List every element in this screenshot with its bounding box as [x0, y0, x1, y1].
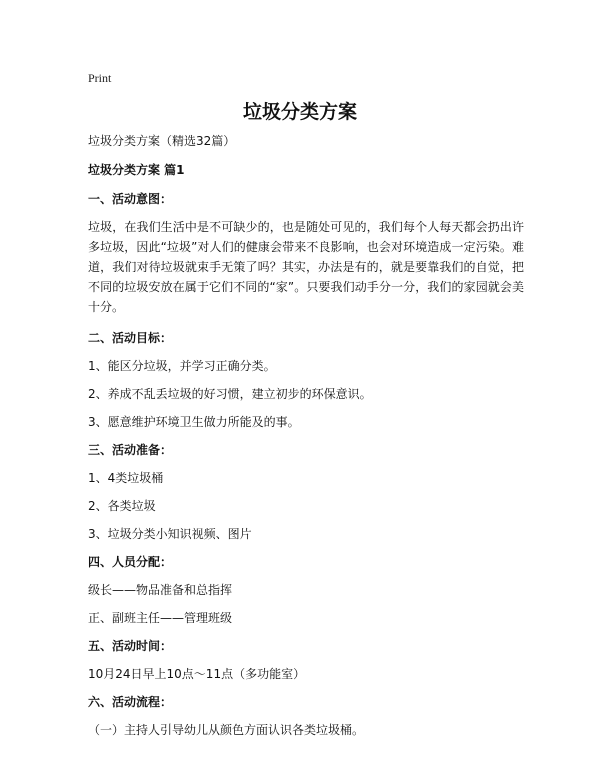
print-label: Print — [88, 71, 112, 85]
flow-item-1: （一）主持人引导幼儿从颜色方面认识各类垃圾桶。 — [88, 723, 365, 737]
goal-item-3: 3、愿意维护环境卫生做力所能及的事。 — [88, 415, 300, 429]
prep-item-3: 3、垃圾分类小知识视频、图片 — [88, 527, 252, 541]
chapter-title: 垃圾分类方案 篇1 — [88, 163, 185, 177]
section-heading-prep: 三、活动准备： — [88, 443, 173, 457]
document-title: 垃圾分类方案 — [242, 101, 357, 123]
staff-item-2: 正、副班主任——管理班级 — [88, 611, 233, 625]
goal-item-2: 2、养成不乱丢垃圾的好习惯，建立初步的环保意识。 — [88, 387, 372, 401]
prep-item-2: 2、各类垃圾 — [88, 499, 156, 513]
staff-item-1: 级长——物品准备和总指挥 — [88, 583, 233, 597]
section-heading-flow: 六、活动流程： — [88, 695, 173, 709]
section-heading-time: 五、活动时间： — [88, 639, 173, 653]
document-subtitle: 垃圾分类方案（精选32篇） — [88, 134, 236, 148]
prep-item-1: 1、4类垃圾桶 — [88, 471, 164, 485]
section-body-intent: 垃圾，在我们生活中是不可缺少的，也是随处可见的，我们每个人每天都会扔出许多垃圾，因此“垃圾”对人们的健康会带来不良影响，也会对环境造成一定污染。难道，我们对待垃圾就束手无策了吗？其实，办法是有的，就是要靠我们的自觉，把不同的垃圾安放在属于它们不同的“家”。只要我们动手分一分，我们的家园就会美十分。 — [88, 220, 524, 314]
document-body — [88, 131, 524, 748]
section-heading-goals: 二、活动目标： — [88, 331, 173, 345]
section-heading-intent: 一、活动意图： — [88, 192, 173, 206]
goal-item-1: 1、能区分垃圾，并学习正确分类。 — [88, 359, 276, 373]
time-item-1: 10月24日早上10点～11点（多功能室） — [88, 667, 306, 681]
section-heading-staff: 四、人员分配： — [88, 555, 173, 569]
